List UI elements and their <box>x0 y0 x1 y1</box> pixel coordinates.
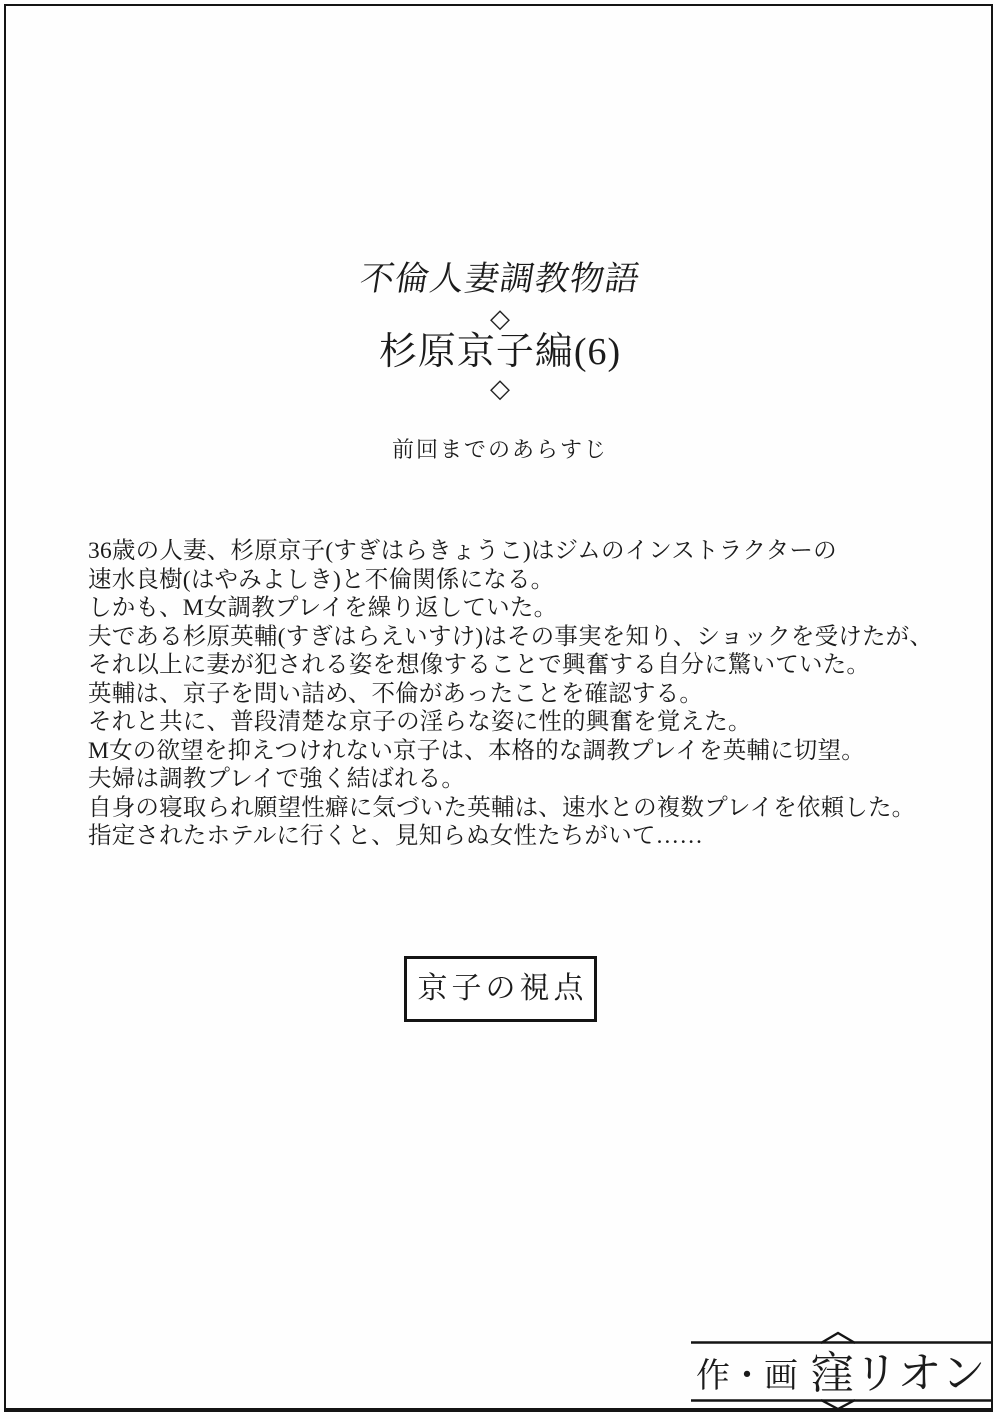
synopsis-line: 夫である杉原英輔(すぎはらえいすけ)はその事実を知り、ショックを受けたが、 <box>88 623 934 650</box>
ornament-row <box>0 306 1000 332</box>
diamond-icon: ◇ <box>490 374 510 403</box>
synopsis-line: 速水良樹(はやみよしき)と不倫関係になる。 <box>88 566 555 593</box>
synopsis-heading-row <box>0 436 1000 464</box>
synopsis-line: 36歳の人妻、杉原京子(すぎはらきょうこ)はジムのインストラクターの <box>88 538 837 564</box>
series-title-row <box>0 262 1000 298</box>
diamond-top-half-icon <box>821 1333 855 1343</box>
ornament-row <box>0 376 1000 402</box>
synopsis-text-block <box>88 537 948 851</box>
viewpoint-box <box>404 956 597 1022</box>
synopsis-line: M女の欲望を抑えつけれない京子は、本格的な調教プレイを英輔に切望。 <box>88 737 865 764</box>
synopsis-line: それ以上に妻が犯される姿を想像することで興奮する自分に驚いていた。 <box>88 652 871 678</box>
chapter-title-row <box>0 332 1000 372</box>
chapter-title: 杉原京子編(6) <box>378 331 622 373</box>
synopsis-line: しかも、M女調教プレイを繰り返していた。 <box>88 595 558 621</box>
synopsis-line: 指定されたホテルに行くと、見知らぬ女性たちがいて…… <box>88 823 704 849</box>
synopsis-heading: 前回までのあらすじ <box>391 437 608 462</box>
synopsis-line: 自身の寝取られ願望性癖に気づいた英輔は、速水との複数プレイを依頼した。 <box>88 794 916 821</box>
series-title: 不倫人妻調教物語 <box>357 261 644 298</box>
synopsis-line: 夫婦は調教プレイで強く結ばれる。 <box>88 766 466 792</box>
synopsis-line: 英輔は、京子を問い詰め、不倫があったことを確認する。 <box>88 680 704 707</box>
viewpoint-label: 京子の視点 <box>417 972 588 1005</box>
diamond-icon: ◇ <box>490 304 510 333</box>
synopsis-line: それと共に、普段清楚な京子の淫らな姿に性的興奮を覚えた。 <box>88 709 752 735</box>
credit-artist-name: 窪リオン <box>810 1349 986 1398</box>
diamond-bottom-half-icon <box>821 1400 855 1409</box>
credit-role-label: 作・画 <box>696 1358 798 1395</box>
